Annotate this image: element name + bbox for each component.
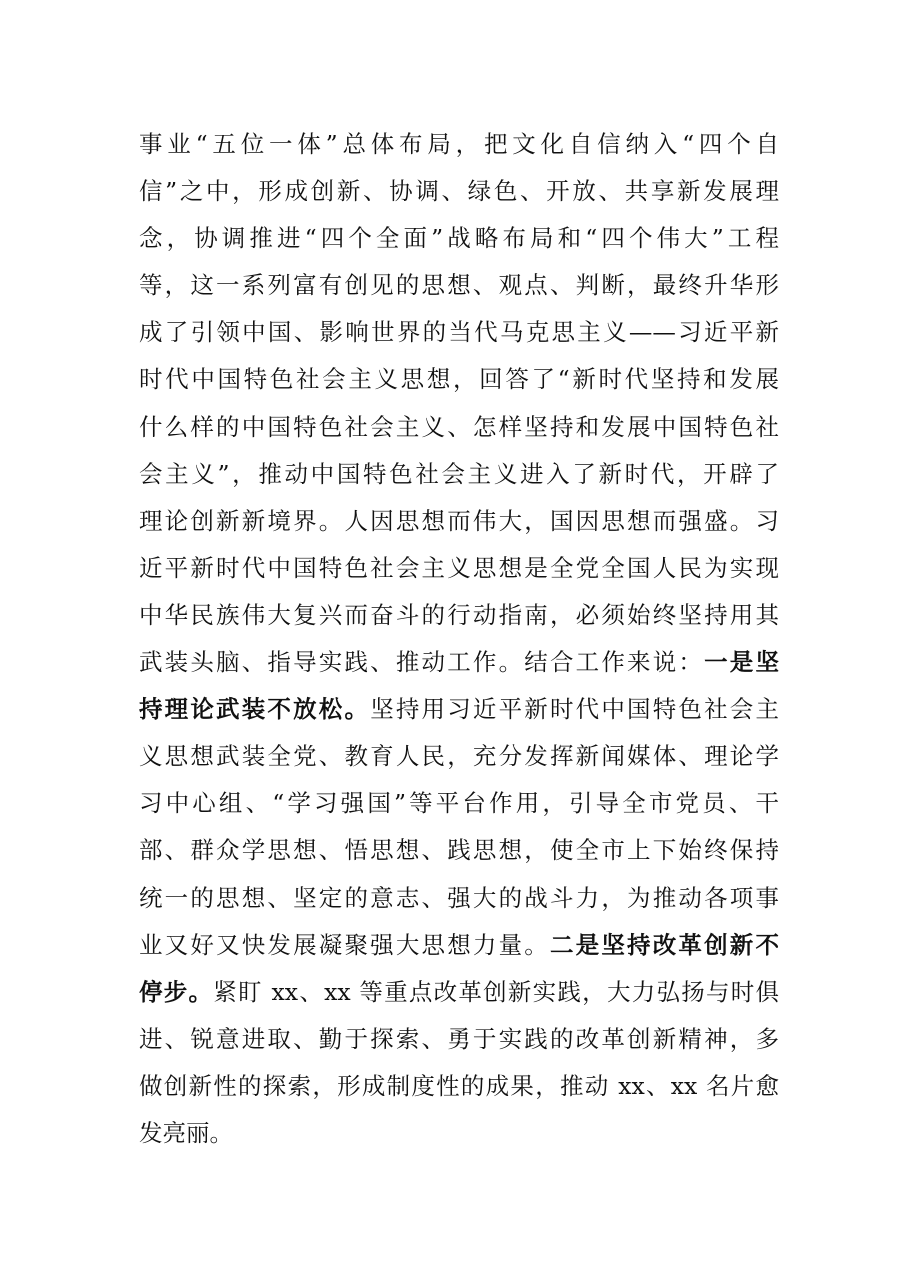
text-segment: 等，这一系列富有创见的思想、观点、判断，最终升华形 (139, 271, 779, 300)
text-line (139, 592, 779, 639)
text-segment: 事业“五位一体”总体布局，把文化自信纳入“四个自 (139, 130, 779, 158)
text-line (139, 686, 779, 733)
text-segment: 进、锐意进取、勤于探索、勇于实践的改革创新精神，多 (139, 1024, 779, 1053)
text-line (139, 922, 779, 969)
bold-heading-segment: 二是坚持改革创新不 (550, 930, 779, 959)
body-paragraph (139, 121, 779, 1157)
text-segment: 做创新性的探索，形成制度性的成果，推动 xx、xx 名片愈 (139, 1071, 779, 1100)
text-line (139, 545, 779, 592)
text-segment: 念，协调推进“四个全面”战略布局和“四个伟大”工程 (139, 224, 779, 253)
text-line (139, 121, 779, 168)
text-line (139, 827, 779, 874)
text-line (139, 404, 779, 451)
text-segment: 紧盯 xx、xx 等重点改革创新实践，大力弘扬与时俱 (213, 977, 780, 1006)
text-line (139, 733, 779, 780)
text-segment: 义思想武装全党、教育人民，充分发挥新闻媒体、理论学 (139, 742, 779, 771)
text-segment: 时代中国特色社会主义思想，回答了“新时代坚持和发展 (139, 365, 779, 394)
text-line (139, 1110, 779, 1157)
text-line (139, 639, 779, 686)
text-line (139, 1016, 779, 1063)
text-segment: 业又好又快发展凝聚强大思想力量。 (139, 930, 550, 959)
text-line (139, 356, 779, 403)
text-segment: 部、群众学思想、悟思想、践思想，使全市上下始终保持 (139, 836, 779, 865)
text-segment: 什么样的中国特色社会主义、怎样坚持和发展中国特色社 (139, 412, 779, 441)
text-line (139, 498, 779, 545)
text-line (139, 451, 779, 498)
text-segment: 中华民族伟大复兴而奋斗的行动指南，必须始终坚持用其 (139, 600, 779, 629)
text-segment: 发亮丽。 (139, 1118, 233, 1147)
bold-heading-segment: 持理论武装不放松。 (139, 695, 371, 724)
text-line (139, 215, 779, 262)
text-segment: 信”之中，形成创新、协调、绿色、开放、共享新发展理 (139, 177, 779, 206)
text-segment: 坚持用习近平新时代中国特色社会主 (370, 695, 779, 724)
bold-heading-segment: 一是坚 (704, 648, 779, 677)
bold-heading-segment: 停步。 (139, 977, 214, 1006)
text-line (139, 168, 779, 215)
text-segment: 武装头脑、指导实践、推动工作。结合工作来说： (139, 648, 705, 677)
text-line (139, 780, 779, 827)
text-segment: 统一的思想、坚定的意志、强大的战斗力，为推动各项事 (139, 883, 779, 912)
text-line (139, 309, 779, 356)
text-segment: 习中心组、“学习强国”等平台作用，引导全市党员、干 (139, 789, 779, 818)
text-segment: 会主义”，推动中国特色社会主义进入了新时代，开辟了 (139, 459, 779, 488)
text-line (139, 969, 779, 1016)
text-segment: 理论创新新境界。人因思想而伟大，国因思想而强盛。习 (139, 506, 779, 535)
text-line (139, 1063, 779, 1110)
text-line (139, 875, 779, 922)
text-segment: 成了引领中国、影响世界的当代马克思主义——习近平新 (139, 318, 779, 347)
text-line (139, 262, 779, 309)
text-segment: 近平新时代中国特色社会主义思想是全党全国人民为实现 (139, 553, 779, 582)
